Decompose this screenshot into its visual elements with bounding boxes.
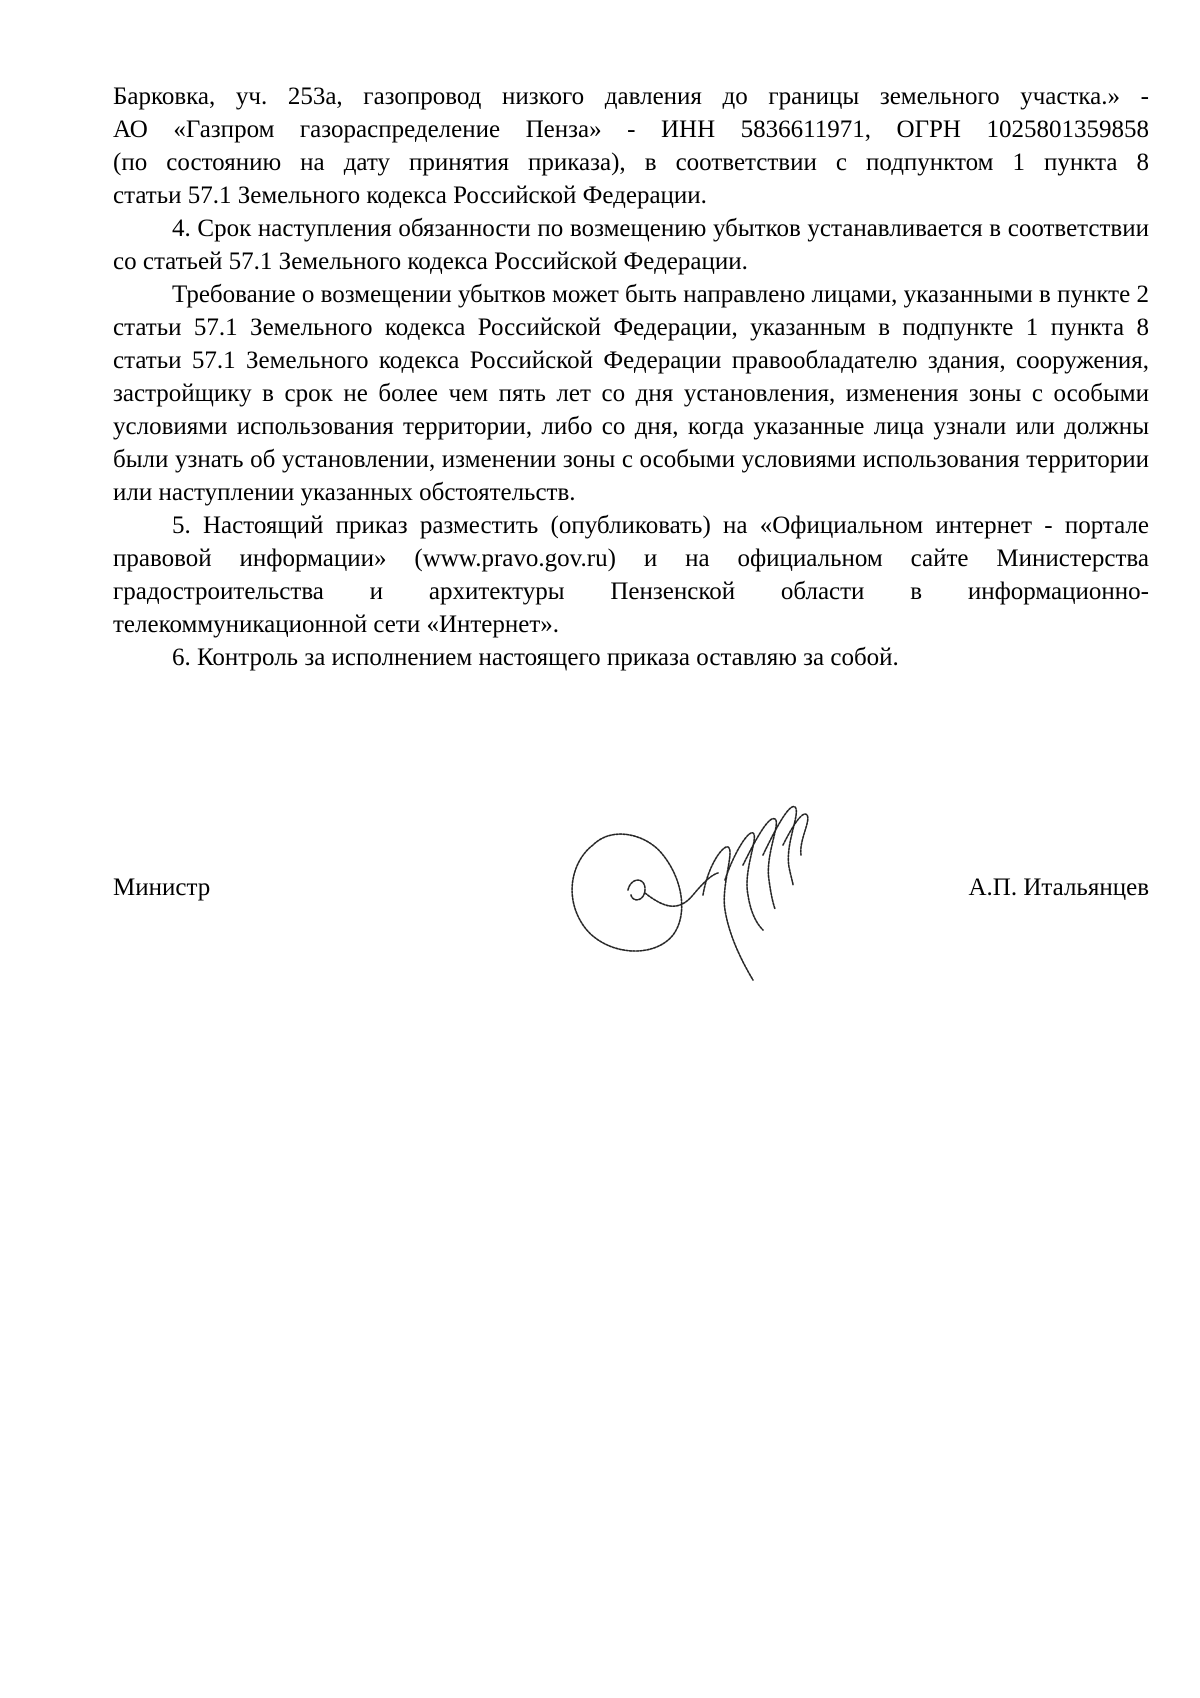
text-line: (по состоянию на дату принятия приказа), в соответствии с подпунктом 1 пункта 8 [113,149,1149,176]
signatory-name: А.П. Итальянцев [968,874,1149,901]
document-body [113,80,1149,674]
paragraph-address-continuation [113,80,1149,212]
signature-block [113,785,1149,985]
paragraph-item-6: 6. Контроль за исполнением настоящего приказа оставляю за собой. [172,644,899,671]
handwritten-signature [553,785,823,985]
text-line: АО «Газпром газораспределение Пенза» - ИНН 5836611971, ОГРН 1025801359858 [113,116,1149,143]
paragraph-item-5: 5. Настоящий приказ разместить (опубликовать) на «Официальном интернет - портале правовой информации» (www.pravo.gov.ru) и на официальном сайте Министерства градостроительства и архитектуры Пензенской области в информационно-телекоммуникационной сети «Интернет». [113,512,1149,638]
signatory-title: Министр [113,874,211,901]
paragraph-item-4: 4. Срок наступления обязанности по возмещению убытков устанавливается в соответствии со статьей 57.1 Земельного кодекса Российской Федерации. [113,215,1149,275]
text-line: статьи 57.1 Земельного кодекса Российской Федерации. [113,182,707,209]
text-line: Барковка, уч. 253а, газопровод низкого давления до границы земельного участка.» - [113,83,1149,110]
paragraph-damages-claim: Требование о возмещении убытков может быть направлено лицами, указанными в пункте 2 статьи 57.1 Земельного кодекса Российской Федерации, указанным в подпункте 1 пункта 8 статьи 57.1 Земельного кодекса Российской Федерации правообладателю здания, сооружения, застройщику в срок не более чем пять лет со дня установления, изменения зоны с особыми условиями использования территории, либо со дня, когда указанные лица узнали или должны были узнать об установлении, изменении зоны с особыми условиями использования территории или наступлении указанных обстоятельств. [113,281,1149,506]
